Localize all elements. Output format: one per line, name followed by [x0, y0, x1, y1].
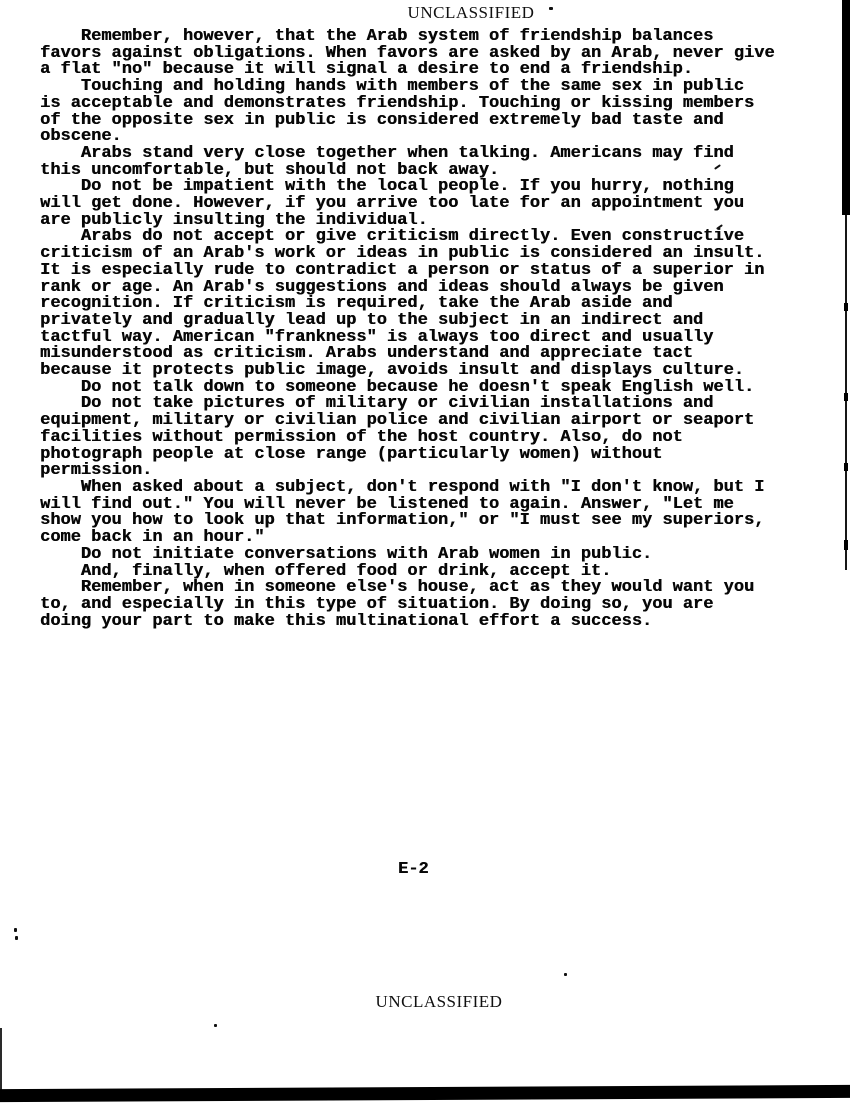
text-line: Do not talk down to someone because he doesn't speak English well. [40, 377, 755, 397]
text-line: equipment, military or civilian police and civilian airport or seaport [40, 411, 755, 431]
text-line: facilities without permission of the host country. Also, do not [40, 427, 683, 447]
scan-speck [14, 928, 17, 932]
text-line: misunderstood as criticism. Arabs understand and appreciate tact [40, 344, 693, 364]
text-line: Touching and holding hands with members of the same sex in public [40, 77, 744, 97]
text-line: will get done. However, if you arrive too late for an appointment you [40, 194, 744, 214]
page-number: E-2 [398, 860, 429, 879]
text-line: show you how to look up that information," or "I must see my superiors, [40, 511, 765, 531]
text-line: is acceptable and demonstrates friendship. Touching or kissing members [40, 93, 755, 113]
text-line: Arabs do not accept or give criticism directly. Even constructive [40, 227, 744, 247]
scan-speck [214, 1024, 217, 1027]
scan-speck [564, 973, 567, 976]
scan-speck [15, 936, 18, 940]
text-line: doing your part to make this multinational effort a success. [40, 611, 653, 631]
text-line: are publicly insulting the individual. [40, 210, 428, 230]
text-line: obscene. [40, 127, 122, 147]
scan-speck [844, 540, 848, 550]
scan-edge-line-left [0, 1028, 2, 1092]
text-line: of the opposite sex in public is considered extremely bad taste and [40, 110, 724, 130]
scan-bar-bottom [0, 1085, 850, 1102]
scan-speck [844, 303, 848, 311]
scan-speck [549, 7, 553, 10]
classification-footer: UNCLASSIFIED [375, 992, 503, 1011]
text-line: When asked about a subject, don't respond with "I don't know, but I [40, 477, 765, 497]
text-line: to, and especially in this type of situation. By doing so, you are [40, 594, 714, 614]
text-line: a flat "no" because it will signal a desire to end a friendship. [40, 60, 693, 80]
text-line: Remember, however, that the Arab system of friendship balances [40, 27, 714, 46]
text-line: this uncomfortable, but should not back away. [40, 160, 500, 180]
text-line: come back in an hour." [40, 528, 265, 548]
text-line: because it protects public image, avoids insult and displays culture. [40, 361, 744, 381]
text-line: Do not be impatient with the local people. If you hurry, nothing [40, 177, 734, 197]
text-line: Arabs stand very close together when talking. Americans may find [40, 143, 734, 163]
text-line: permission. [40, 461, 153, 481]
text-line: privately and gradually lead up to the subject in an indirect and [40, 310, 704, 330]
scan-edge-bar-right [842, 0, 850, 215]
text-line: tactful way. American "frankness" is always too direct and usually [40, 327, 714, 347]
text-line: Do not initiate conversations with Arab women in public. [40, 544, 653, 564]
text-line: criticism of an Arab's work or ideas in public is considered an insult. [40, 244, 765, 264]
text-line: Remember, when in someone else's house, act as they would want you [40, 578, 755, 598]
text-line: And, finally, when offered food or drink, accept it. [40, 561, 612, 581]
text-line: It is especially rude to contradict a person or status of a superior in [40, 260, 765, 280]
text-line: recognition. If criticism is required, take the Arab aside and [40, 294, 673, 314]
text-line: Do not take pictures of military or civilian installations and [40, 394, 714, 414]
text-line: favors against obligations. When favors are asked by an Arab, never give [40, 43, 775, 63]
scan-speck [844, 393, 848, 401]
text-line: photograph people at close range (particularly women) without [40, 444, 663, 464]
scan-speck [844, 463, 848, 471]
text-line: will find out." You will never be listened to again. Answer, "Let me [40, 494, 734, 514]
text-line: rank or age. An Arab's suggestions and ideas should always be given [40, 277, 724, 297]
document-body-text [40, 29, 775, 630]
classification-header: UNCLASSIFIED [407, 3, 535, 22]
